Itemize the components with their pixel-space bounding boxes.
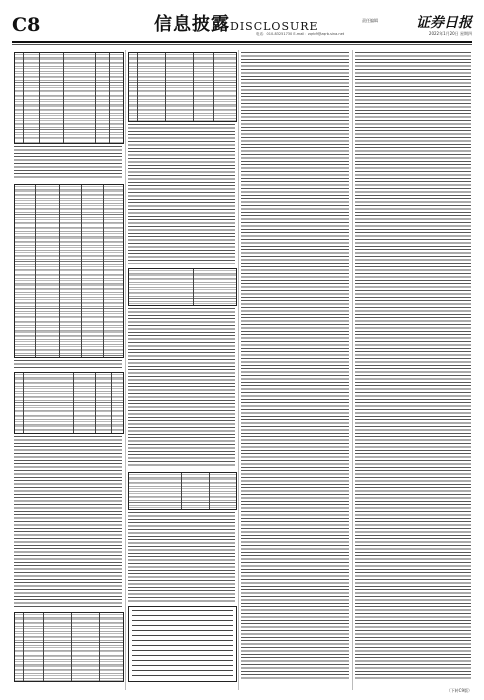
text-block bbox=[128, 124, 235, 264]
text-block bbox=[128, 308, 235, 468]
newspaper-logo: 证券日报 bbox=[416, 15, 472, 31]
text-block bbox=[241, 52, 349, 680]
text-block bbox=[355, 52, 471, 680]
continued-note: （下转C9版） bbox=[446, 688, 472, 693]
data-table bbox=[128, 472, 237, 510]
contact-line: 电话：010-83251730 E-mail：zqrb9@zqrb.sina.net bbox=[256, 32, 345, 36]
issue-date: 2022年1月20日 星期四 bbox=[428, 31, 472, 36]
masthead bbox=[12, 14, 472, 40]
text-block bbox=[14, 436, 122, 608]
section-title-english: DISCLOSURE bbox=[230, 20, 319, 33]
section-title: 信息披露 bbox=[154, 14, 230, 35]
data-table bbox=[14, 184, 124, 358]
column-divider bbox=[238, 50, 239, 690]
column-divider bbox=[352, 50, 353, 690]
text-block bbox=[14, 360, 122, 368]
data-table bbox=[14, 612, 124, 682]
data-table bbox=[14, 52, 124, 144]
data-table bbox=[14, 372, 124, 434]
text-block bbox=[128, 512, 235, 602]
editor-credit: 责任编辑 bbox=[362, 18, 378, 23]
text-block bbox=[14, 146, 122, 180]
column-divider bbox=[125, 50, 126, 690]
masthead-rule bbox=[12, 41, 472, 43]
data-table bbox=[128, 268, 237, 306]
boxed-notice bbox=[128, 606, 237, 682]
page-number: C8 bbox=[12, 14, 41, 36]
masthead-rule-thin bbox=[12, 44, 472, 45]
data-table bbox=[128, 52, 237, 122]
